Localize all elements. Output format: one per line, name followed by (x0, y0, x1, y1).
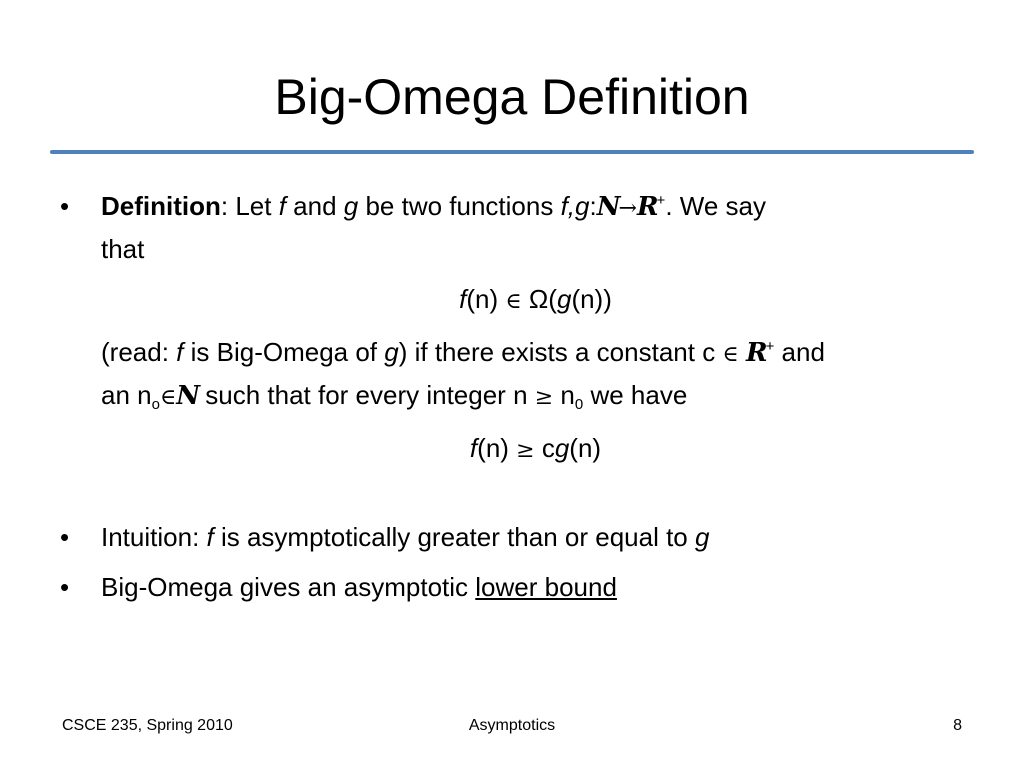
naturals-symbol: N (176, 381, 199, 411)
read-line-2 (101, 375, 970, 418)
var-f: f (459, 284, 467, 314)
definition-text: and (285, 191, 344, 221)
footer-course: CSCE 235, Spring 2010 (62, 717, 233, 734)
read-text: n (553, 380, 575, 410)
bullet-intuition (60, 517, 970, 557)
read-text: an n (101, 380, 152, 410)
bullet-marker: • (60, 572, 70, 602)
formula-text: c (534, 433, 555, 463)
var-f: f (206, 522, 214, 552)
read-text: and (774, 337, 825, 367)
definition-text: be two functions (358, 191, 561, 221)
var-f: f (469, 433, 478, 463)
lower-bound-text: Big-Omega gives an asymptotic (101, 572, 476, 602)
intuition-text: Intuition: (101, 522, 207, 552)
footer-topic: Asymptotics (468, 717, 556, 734)
geq-symbol: ≥ (516, 438, 535, 463)
definition-line-2: that (101, 234, 145, 264)
formula-text: (n) (466, 284, 506, 314)
bullet-marker: • (60, 522, 70, 552)
title-divider (50, 150, 974, 154)
var-f: f (278, 191, 286, 221)
read-text: we have (583, 380, 688, 410)
plus-superscript: + (765, 338, 775, 355)
var-g: g (343, 191, 359, 221)
read-text: (read: (101, 337, 177, 367)
plus-superscript: + (656, 192, 666, 209)
definition-label: Definition (101, 191, 221, 221)
slide-content (60, 186, 970, 607)
definition-text: : Let (220, 191, 279, 221)
footer-page-number: 8 (953, 717, 962, 734)
reals-symbol: R (745, 338, 766, 368)
var-fg: f,g (560, 191, 590, 221)
definition-text: . We say (665, 191, 766, 221)
intuition-text: is asymptotically greater than or equal to (213, 522, 695, 552)
naturals-symbol: N (596, 192, 619, 222)
bullet-definition (60, 186, 970, 471)
read-text: such that for every integer n (198, 380, 535, 410)
formula-omega (101, 279, 970, 322)
read-text: ) if there exists a constant c (398, 337, 723, 367)
element-of-symbol: ∈ (505, 289, 522, 314)
lower-bound-emphasis: lower bound (475, 572, 617, 602)
element-of-symbol: ∈ (159, 385, 177, 410)
reals-symbol: R (636, 192, 657, 222)
var-g: g (556, 284, 572, 314)
definition-text: : (589, 191, 597, 221)
definition-line-1 (101, 186, 970, 229)
bullet-marker: • (60, 191, 70, 221)
lower-bound-line (101, 567, 970, 607)
intuition-line (101, 517, 970, 557)
bullet-lower-bound (60, 567, 970, 607)
subscript-0: 0 (574, 396, 584, 413)
read-line-1 (101, 332, 970, 375)
formula-text: (n) (477, 433, 517, 463)
formula-text: (n) (569, 433, 602, 463)
var-g: g (695, 522, 710, 552)
slide-title: Big-Omega Definition (274, 69, 750, 125)
read-text: is Big-Omega of (183, 337, 385, 367)
formula-text: Ω( (521, 284, 557, 314)
var-f: f (176, 337, 184, 367)
formula-text: (n)) (571, 284, 612, 314)
arrow-symbol: → (618, 196, 637, 221)
element-of-symbol: ∈ (722, 342, 739, 367)
subscript-o: o (151, 396, 160, 413)
var-g: g (554, 433, 570, 463)
formula-inequality (101, 428, 970, 471)
geq-symbol: ≥ (534, 385, 554, 410)
var-g: g (384, 337, 399, 367)
